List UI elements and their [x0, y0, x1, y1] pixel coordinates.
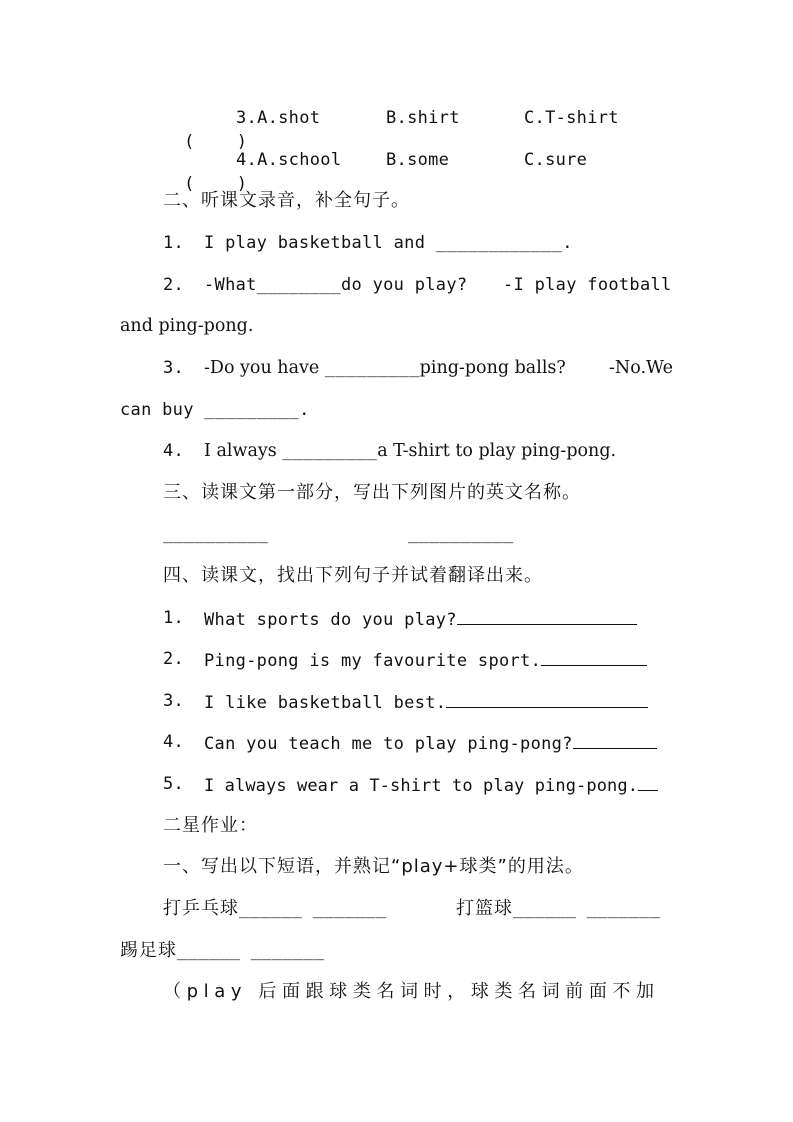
- mc-row-3: [163, 106, 247, 154]
- item-number: 4.: [163, 732, 185, 752]
- s2-item-1: [163, 231, 184, 255]
- answer-paren[interactable]: ( ): [184, 174, 248, 194]
- s4-item-2: [163, 647, 184, 671]
- sentence-text: I play basketball and: [204, 233, 436, 253]
- s4-item-5-text: [204, 772, 658, 798]
- two-star-subheading: 一、写出以下短语，并熟记“play+球类”的用法。: [163, 856, 584, 877]
- item-number: 3.: [163, 358, 185, 378]
- item-number: 2.: [163, 649, 185, 669]
- option-a: A.shot: [257, 108, 321, 128]
- two-star-heading: 二星作业：: [163, 815, 258, 836]
- sentence-text: -Do you have: [204, 358, 325, 378]
- mc-row-4-num: [236, 148, 341, 172]
- phrase-label: 打篮球: [456, 898, 513, 919]
- s2-item-2: [163, 273, 184, 297]
- translation-line[interactable]: [638, 772, 658, 791]
- s2-item-2-cont: and ping-pong.: [120, 316, 254, 336]
- sentence-end: .: [562, 233, 573, 253]
- phrase-blank[interactable]: ______ _______: [239, 899, 387, 919]
- s2-item-2-text: [204, 273, 467, 297]
- s4-item-2-text: [204, 647, 647, 673]
- sentence-text: What sports do you play?: [204, 610, 457, 630]
- picture-name-blank-2[interactable]: __________: [408, 524, 514, 544]
- sentence-text: I always wear a T-shirt to play ping-pong.: [204, 776, 639, 796]
- s4-item-4: [163, 730, 184, 754]
- s2-item-4: [163, 439, 184, 463]
- item-number: 3.: [163, 691, 185, 711]
- s2-item-3-answer: -No.We: [609, 358, 673, 378]
- phrase-1: [163, 897, 387, 921]
- s4-item-3-text: [204, 689, 648, 715]
- s2-item-3-text: [204, 356, 566, 380]
- mc-row-4-c: [524, 148, 587, 172]
- phrase-blank[interactable]: ______ _______: [177, 941, 325, 961]
- sentence-text: can buy: [120, 400, 205, 420]
- fill-blank[interactable]: ________: [256, 275, 341, 295]
- mc-row-4-b: [386, 148, 449, 172]
- phrase-label: 踢足球: [120, 940, 177, 961]
- mc-row-3-num: [236, 106, 320, 130]
- fill-blank[interactable]: _________: [324, 358, 420, 378]
- item-number: 1.: [163, 233, 185, 253]
- item-number: 1.: [163, 608, 185, 628]
- sentence-end: .: [299, 400, 310, 420]
- s4-item-1: [163, 606, 184, 630]
- question-number: 4.: [236, 150, 258, 170]
- translation-line[interactable]: [457, 606, 637, 625]
- translation-line[interactable]: [573, 730, 657, 749]
- usage-note: （play 后面跟球类名词时，球类名词前面不加: [163, 981, 660, 1002]
- translation-line[interactable]: [446, 689, 648, 708]
- s2-item-4-text: [204, 439, 616, 463]
- s4-item-3: [163, 689, 184, 713]
- sentence-text: do you play?: [340, 275, 468, 295]
- sentence-text: -What: [204, 275, 257, 295]
- sentence-text: Ping-pong is my favourite sport.: [204, 651, 542, 671]
- s2-item-3: [163, 356, 184, 380]
- s2-item-3-cont: [120, 398, 310, 422]
- picture-name-blank-1[interactable]: __________: [163, 524, 269, 544]
- option-c: C.sure: [524, 150, 588, 170]
- sentence-text: I always: [204, 441, 283, 461]
- sentence-text: a T-shirt to play ping-pong.: [377, 441, 617, 461]
- sentence-text: I like basketball best.: [204, 693, 447, 713]
- phrase-blank[interactable]: ______ _______: [513, 899, 661, 919]
- phrase-2: [456, 897, 661, 921]
- s4-item-1-text: [204, 606, 637, 632]
- section-3-heading: 三、读课文第一部分，写出下列图片的英文名称。: [163, 482, 581, 503]
- mc-row-3-b: [386, 106, 460, 130]
- section-2-heading: 二、听课文录音，补全句子。: [163, 190, 410, 211]
- s4-item-4-text: [204, 730, 657, 756]
- phrase-label: 打乒乓球: [163, 898, 239, 919]
- option-c: C.T-shirt: [524, 108, 619, 128]
- mc-row-3-c: [524, 106, 619, 130]
- option-b: B.shirt: [386, 108, 460, 128]
- question-number: 3.: [236, 108, 258, 128]
- item-number: 5.: [163, 774, 185, 794]
- option-a: A.school: [257, 150, 342, 170]
- fill-blank[interactable]: _________: [282, 441, 378, 461]
- answer-paren[interactable]: ( ): [184, 132, 248, 152]
- phrase-3: [120, 939, 325, 963]
- s4-item-5: [163, 772, 184, 796]
- option-b: B.some: [386, 150, 450, 170]
- s2-item-1-text: [204, 231, 573, 255]
- sentence-text: Can you teach me to play ping-pong?: [204, 734, 573, 754]
- s2-item-2-answer: -I play football: [503, 275, 672, 295]
- sentence-text: ping-pong balls?: [419, 358, 566, 378]
- item-number: 2.: [163, 275, 185, 295]
- item-number: 4.: [163, 441, 185, 461]
- translation-line[interactable]: [541, 647, 647, 666]
- fill-blank[interactable]: _________: [204, 400, 300, 420]
- fill-blank[interactable]: ____________: [435, 233, 563, 253]
- section-4-heading: 四、读课文，找出下列句子并试着翻译出来。: [163, 565, 543, 586]
